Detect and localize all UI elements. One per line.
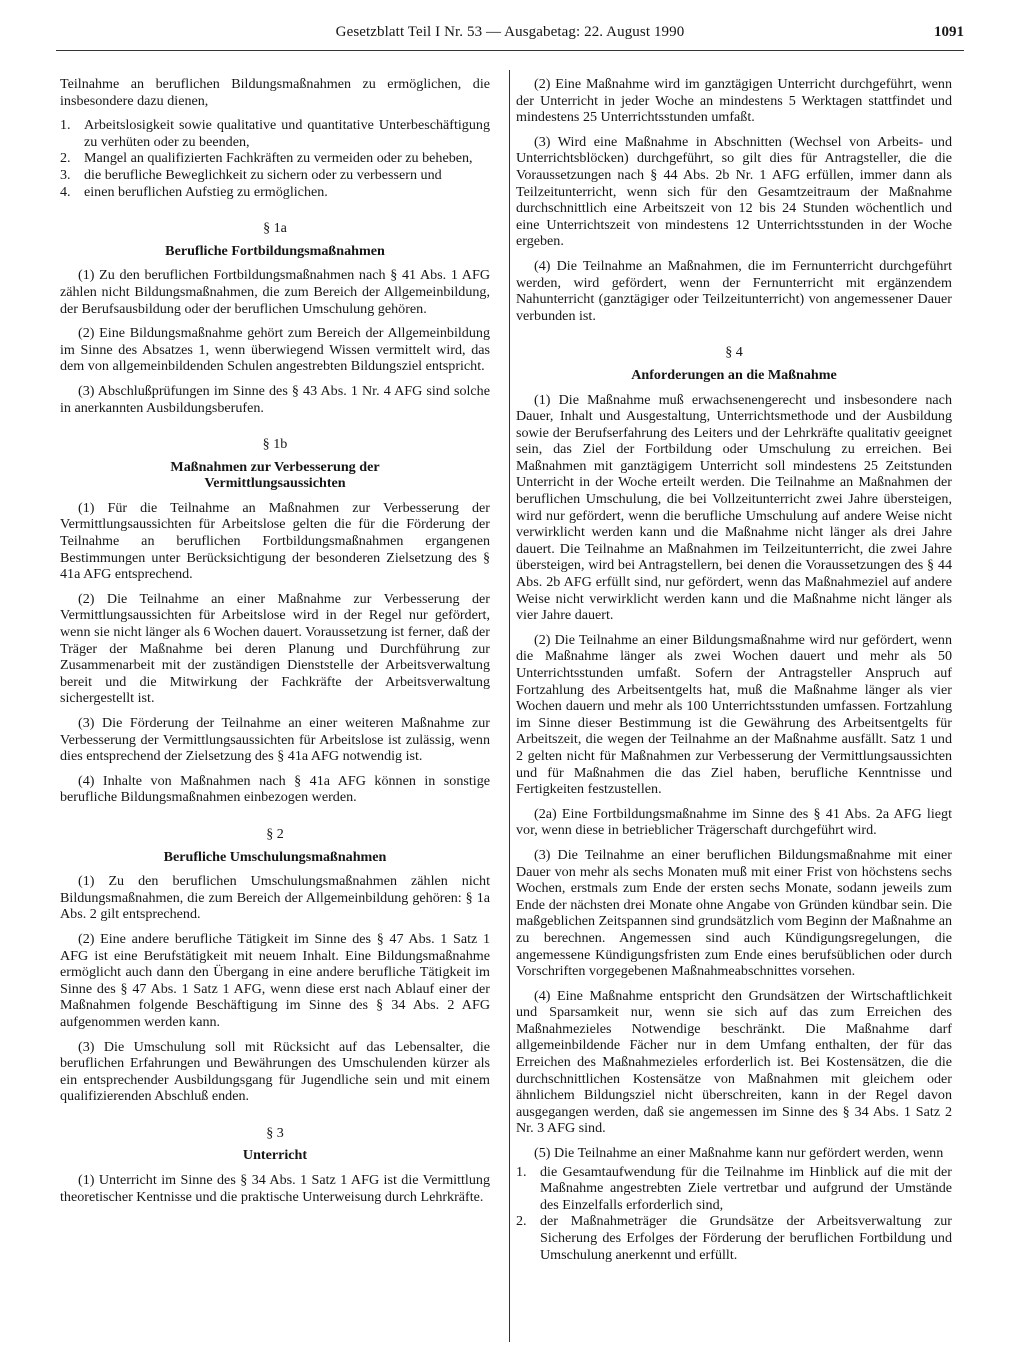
paragraph: (1) Zu den beruflichen Umschulungsmaßnahmen zählen nicht Bildungsmaßnahmen, die zum Bereich der Allgemeinbildung gehören: § 1a Abs. 2 gilt entsprechend.	[60, 873, 490, 923]
paragraph: (5) Die Teilnahme an einer Maßnahme kann nur gefördert werden, wenn	[534, 1145, 944, 1162]
section-number: § 3	[266, 1124, 284, 1141]
list-text: Mangel an qualifizierten Fachkräften zu vermeiden oder zu beheben,	[84, 150, 473, 167]
header-rule	[56, 50, 964, 51]
right-column	[516, 76, 952, 1267]
paragraph: (1) Die Maßnahme muß erwachsenengerecht und insbesondere nach Dauer, Inhalt und Ausgestaltung, Unterrichtsmethode und der Ausbildung sowie der Berufserfahrung des Leiters und der Lehrkräfte qualitativ geeignet sein, das Ziel der Fortbildung oder Umschulung zu erreichen. Bei Maßnahmen mit ganztägigem Unterricht soll mindestens 25 Zeitstunden Unterricht in der Woche erteilt werden. Die Teilnahme an Maßnahmen der beruflichen Umschulung, die bei Vollzeitunterricht zwei Jahre übersteigen, wird nur gefördert, wenn die berufliche Umschulung auf andere Weise nicht verwirklicht werden kann und die Maßnahme nicht länger als drei Jahre dauert. Die Teilnahme an Maßnahmen im Teilzeitunterricht, die zwei Jahre übersteigen, wird bei Antragstellern, bei denen die Voraussetzungen des § 44 Abs. 2b AFG erfüllt sind, nur gefördert, wenn das Maßnahmeziel auf andere Weise nicht verwirklicht werden kann und die Maßnahme nicht länger als vier Jahre dauert.	[516, 391, 952, 624]
paragraph: (3) Die Teilnahme an einer beruflichen Bildungsmaßnahme mit einer Dauer von mehr als sechs Monaten muß mit einer Frist von höchstens sechs Wochen, erstmals zum Ende der ersten sechs Monate, sodann jeweils zum Ende der nächsten drei Monate ohne Angabe von Gründen kündbar sein. Die maßgeblichen Zeitspannen sind grundsätzlich vom Beginn der Maßnahme an zu berechnen. Angemessen sind auch Kündigungsregelungen, die angemessene Kündigungsfristen zum Ende eines berufsüblichen oder durch Vorschriften vorgegebenen Maßnahmeabschnittes vorsehen.	[516, 846, 953, 980]
page-header	[56, 24, 964, 46]
list-item	[60, 150, 490, 167]
list-item	[60, 184, 490, 201]
paragraph: (3) Die Förderung der Teilnahme an einer weiteren Maßnahme zur Verbesserung der Vermittlungsaussichten für Arbeitslose ist zulässig, wenn dies entsprechend der Zielsetzung des § 41a AFG notwendig ist.	[60, 715, 490, 765]
section-number: § 1b	[262, 436, 288, 453]
paragraph: (2) Eine andere berufliche Tätigkeit im Sinne des § 47 Abs. 1 Satz 1 AFG ist eine Berufstätigkeit mit neuem Inhalt. Eine Bildungsmaßnahme ermöglicht auch dann den Übergang in eine andere berufliche Tätigkeit im Sinne des § 47 Abs. 1 Satz 1 AFG, wenn diese erst nach Ablauf einer der Maßnahmen folgende Beschäftigung im Sinne des § 34 Abs. 2 AFG aufgenommen werden kann.	[60, 930, 490, 1030]
conditions-list	[516, 1164, 952, 1264]
paragraph: (2) Eine Bildungsmaßnahme gehört zum Bereich der Allgemeinbildung im Sinne des Absatzes 1, wenn überwiegend Wissen vermittelt wird, das dem von allgemeinbildenden Schulen angestrebten Bildungsziel entspricht.	[60, 325, 490, 375]
paragraph: (1) Für die Teilnahme an Maßnahmen zur Verbesserung der Vermittlungsaussichten für Arbeitslose gelten die für die Förderung der Teilnahme an beruflichen Fortbildungsmaßnahmen ergangenen Bestimmungen unter Berücksichtigung der besonderen Zielsetzung des § 41a AFG entsprechend.	[60, 499, 490, 583]
intro-list	[60, 117, 490, 200]
list-text: die Gesamtaufwendung für die Teilnahme im Hinblick auf die mit der Maßnahme angestrebten Ziele vertretbar und aufgrund der Umstände des Einzelfalls erforderlich sind,	[540, 1163, 952, 1213]
list-number: 1.	[516, 1163, 527, 1180]
list-item	[60, 117, 490, 150]
paragraph: (2a) Eine Fortbildungsmaßnahme im Sinne des § 41 Abs. 2a AFG liegt vor, wenn diese in betrieblicher Trägerschaft durchgeführt wird.	[516, 805, 952, 839]
list-text: der Maßnahmeträger die Grundsätze der Arbeitsverwaltung zur Sicherung des Erfolges der Förderung der beruflichen Fortbildung und Umschulung anerkennt und erfüllt.	[540, 1213, 952, 1263]
list-item	[60, 167, 490, 184]
paragraph: (1) Zu den beruflichen Fortbildungsmaßnahmen nach § 41 Abs. 1 AFG zählen nicht Bildungsmaßnahmen, die zum Bereich der Allgemeinbildung, der Berufsausbildung oder der beruflichen Umschulung gehören.	[60, 267, 490, 317]
section-number: § 4	[725, 344, 743, 361]
list-text: die berufliche Beweglichkeit zu sichern oder zu verbessern und	[84, 166, 442, 183]
paragraph: (4) Die Teilnahme an Maßnahmen, die im Fernunterricht durchgeführt werden, wird gefördert, wenn der Fernunterricht mit ergänzendem Nahunterricht (ganztägiger oder Teilzeitunterricht) von angemessener Dauer verbunden ist.	[516, 257, 952, 324]
paragraph: (2) Die Teilnahme an einer Maßnahme zur Verbesserung der Vermittlungsaussichten für Arbeitslose wird in der Regel nur gefördert, wenn sie nicht länger als 6 Wochen dauert. Voraussetzung ist ferner, daß der Träger der Maßnahme bei deren Planung und Durchführung zur Zusammenarbeit mit der zuständigen Dienststelle der Arbeitsverwaltung bereit und die Mitwirkung der Fachkräfte der Arbeitsverwaltung sichergestellt ist.	[60, 590, 490, 707]
list-item	[516, 1213, 952, 1263]
section-title: Berufliche Umschulungsmaßnahmen	[163, 848, 387, 865]
paragraph: (1) Unterricht im Sinne des § 34 Abs. 1 Satz 1 AFG ist die Vermittlung theoretischer Kentnisse und die praktische Unterweisung durch Lehrkräfte.	[60, 1172, 490, 1205]
paragraph: (3) Abschlußprüfungen im Sinne des § 43 Abs. 1 Nr. 4 AFG sind solche in anerkannten Ausbildungsberufen.	[60, 382, 490, 416]
paragraph: (3) Die Umschulung soll mit Rücksicht auf das Lebensalter, die beruflichen Erfahrungen und Bewährungen des Umschulenden kürzer als ein entsprechender Ausbildungsgang für Jugendliche sein und mit einem qualifizierenden Abschluß enden.	[60, 1038, 490, 1105]
section-number: § 2	[266, 825, 284, 842]
paragraph: (2) Eine Maßnahme wird im ganztägigen Unterricht durchgeführt, wenn der Unterricht in jeder Woche an mindestens 5 Werktagen stattfindet und mindestens 25 Unterrichtsstunden umfaßt.	[516, 76, 952, 126]
running-header: Gesetzblatt Teil I Nr. 53 — Ausgabetag: 22. August 1990	[335, 24, 685, 40]
list-item	[516, 1164, 952, 1214]
list-number: 3.	[60, 166, 71, 183]
paragraph: (3) Wird eine Maßnahme in Abschnitten (Wechsel von Arbeits- und Unterrichtsblöcken) durchgeführt, so gilt dies für Antragsteller, die die Voraussetzungen nach § 44 Abs. 2b Nr. 1 AFG erfüllen, immer dann als Teilzeitunterricht, wenn sich für den Gesamtzeitraum der Maßnahme durchschnittlich eine Arbeitszeit von 12 bis 24 Stunden wöchentlich und eine Unterrichtszeit von mindestens 12 Unterrichtsstunden in der Woche ergeben.	[516, 133, 952, 250]
paragraph: (4) Inhalte von Maßnahmen nach § 41a AFG können in sonstige berufliche Bildungsmaßnahmen einbezogen werden.	[60, 772, 490, 806]
section-title: Berufliche Fortbildungsmaßnahmen	[165, 242, 385, 259]
page-number: 1091	[934, 24, 964, 40]
list-number: 1.	[60, 117, 71, 134]
section-number: § 1a	[263, 220, 287, 237]
section-title: Maßnahmen zur Verbesserung der Vermittlungsaussichten	[170, 458, 380, 492]
left-column	[60, 76, 490, 1213]
list-number: 2.	[516, 1213, 527, 1230]
list-text: einen beruflichen Aufstieg zu ermöglichen.	[84, 183, 328, 200]
intro-paragraph: Teilnahme an beruflichen Bildungsmaßnahmen zu ermöglichen, die insbesondere dazu dienen,	[60, 76, 490, 109]
section-title: Anforderungen an die Maßnahme	[631, 366, 837, 383]
section-title: Unterricht	[242, 1147, 308, 1164]
list-number: 2.	[60, 150, 71, 167]
list-text: Arbeitslosigkeit sowie qualitative und quantitative Unterbeschäftigung zu verhüten oder zu beenden,	[84, 117, 490, 150]
column-divider	[509, 70, 510, 1342]
list-number: 4.	[60, 183, 71, 200]
paragraph: (4) Eine Maßnahme entspricht den Grundsätzen der Wirtschaftlichkeit und Sparsamkeit nur, wenn sie sich auf das zum Erreichen des Maßnahmezieles Notwendige beschränkt. Die Maßnahme darf allgemeinbildende Fächer nur in dem Umfang enthalten, der für das Erreichen des Maßnahmezieles erforderlich ist. Bei Kostensätzen, die die durchschnittlichen Kostensätze von Maßnahmen mit gleichem oder ähnlichem Bildungsziel nicht überschreiten, kann in der Regel davon ausgegangen werden, daß sie angemessen im Sinne des § 34 Abs. 1 Satz 2 Nr. 3 AFG sind.	[516, 987, 952, 1137]
paragraph: (2) Die Teilnahme an einer Bildungsmaßnahme wird nur gefördert, wenn die Maßnahme länger als zwei Wochen dauert und mehr als 50 Unterrichtsstunden umfaßt. Sofern der Antragsteller Anspruch auf Fortzahlung des Arbeitsentgelts hat, muß die Maßnahme länger als vier Wochen dauern und mehr als 100 Unterrichtsstunden umfassen. Fortzahlung im Sinne dieser Bestimmung ist die Gewährung des Arbeitsentgelts für Arbeitszeit, die wegen der Teilnahme an der Maßnahme ausfällt. Satz 1 und 2 gelten nicht für Maßnahmen zur Verbesserung der Vermittlungsaussichten und für Maßnahmen die das Ziel haben, berufliche Kenntnisse und Fertigkeiten festzustellen.	[516, 631, 952, 798]
